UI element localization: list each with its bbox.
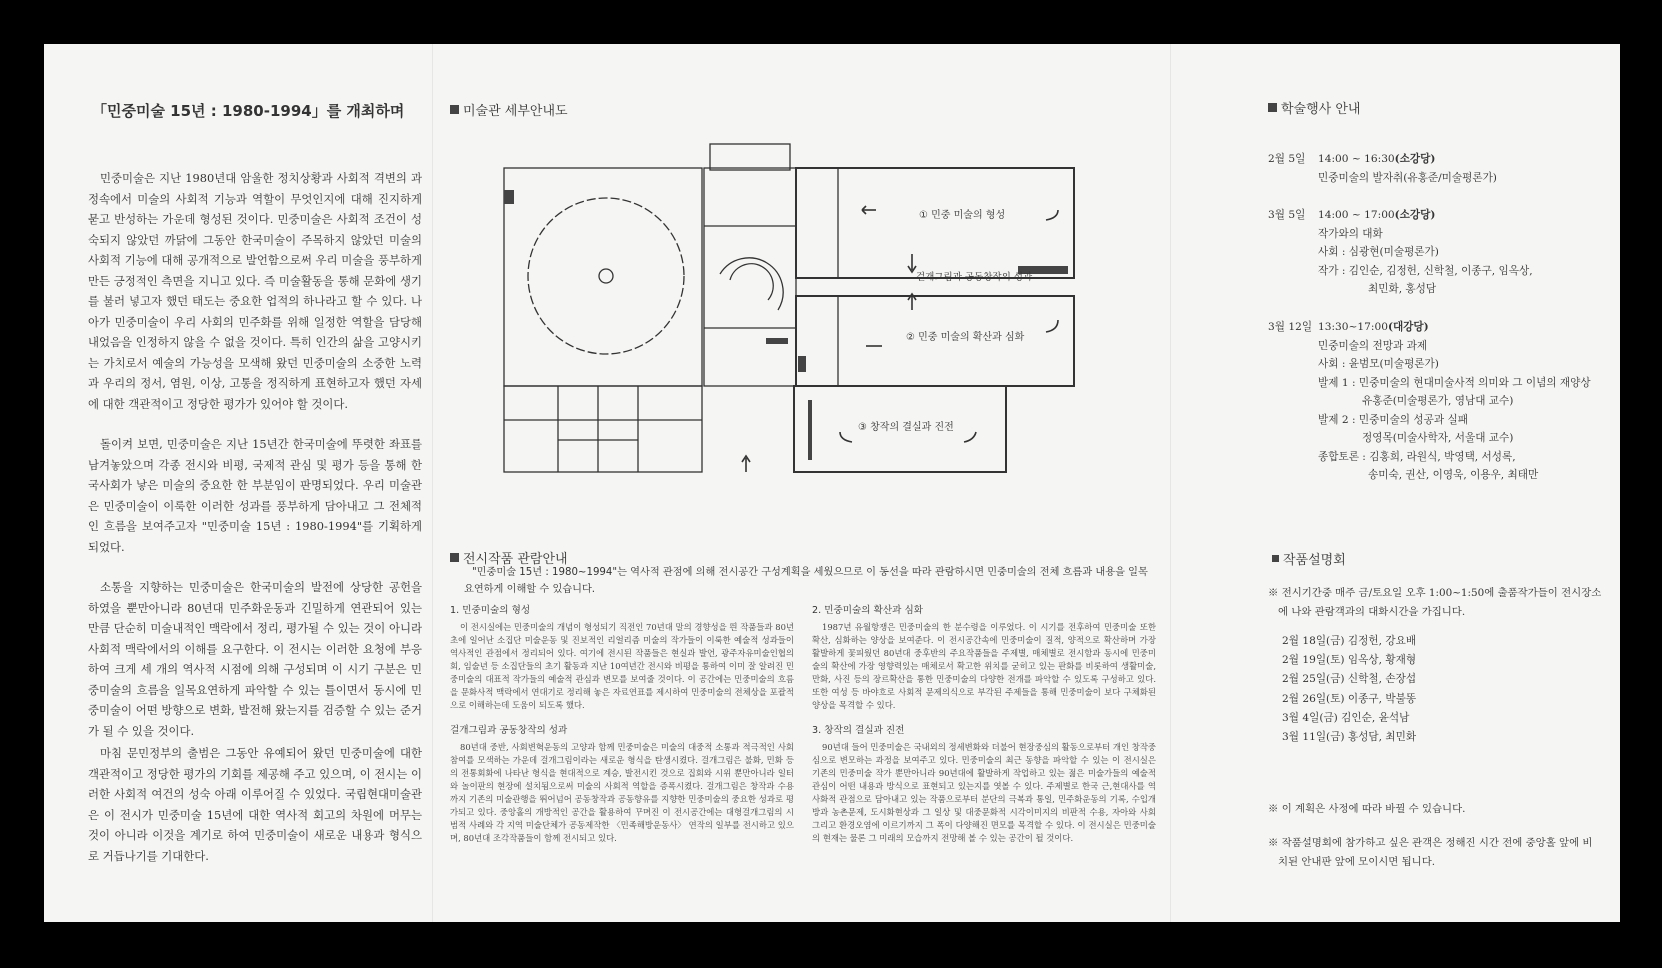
intro-body	[88, 168, 422, 866]
floor-plan	[498, 140, 1080, 480]
map-heading	[450, 100, 568, 119]
intro-paragraph: 돌이켜 보면, 민중미술은 지난 15년간 한국미술에 뚜렷한 좌표를 남겨놓았으며 각종 전시와 비평, 국제적 관심 및 평가 등을 통해 한국사회가 낳은 미술의 중요한 한 부분임이 판명되었다. 우리 미술관은 민중미술이 이룩한 이러한 성과를 풍부하게 담아내고 그 전체적인 흐름을 보여주고자 "민중미술 15년 : 1980-1994"를 기획하게 되었다.	[88, 437, 422, 554]
event-line: 송미숙, 권산, 이영욱, 이용우, 최태만	[1368, 469, 1539, 481]
event-line: 작가 : 김인순, 김정헌, 신학철, 이종구, 임옥상,	[1318, 264, 1533, 277]
intro-paragraph: 마침 문민정부의 출범은 그동안 유예되어 왔던 민중미술에 대한 객관적이고 정당한 평가의 기회를 제공해 주고 있으며, 이 전시는 이러한 사회적 여건의 성숙 아래 이루어질 수 있었다. 국립현대미술관은 이 전시가 민중미술 15년에 대한 역사적 회고의 차원에 머무는 것이 아니라 이것을 계기로 하여 민중미술이 새로운 내용과 형식으로 거듭나기를 기대한다.	[88, 746, 422, 863]
talk-item: 2월 18일(금) 김정헌, 강요배	[1282, 635, 1417, 647]
event-item	[1268, 206, 1608, 299]
brochure-sheet	[44, 44, 1620, 922]
event-line: 사회 : 심광현(미술평론가)	[1318, 246, 1439, 258]
event-date: 3월 5일	[1268, 209, 1306, 221]
square-bullet-icon	[450, 105, 459, 114]
square-bullet-icon	[1272, 555, 1279, 562]
fold-line	[1170, 44, 1171, 922]
intro-column	[88, 44, 422, 922]
event-line: 종합토론 : 김홍희, 라원식, 박영택, 서성록,	[1318, 450, 1516, 463]
gathering-note: ※ 작품설명회에 참가하고 싶은 관객은 정해진 시간 전에 중앙홀 앞에 비치된 안내판 앞에 모이시면 됩니다.	[1268, 837, 1593, 868]
talk-intro: ※ 전시기간중 매주 금/토요일 오후 1:00~1:50에 출품작가들이 전시장소에 나와 관람객과의 대화시간을 가집니다.	[1268, 587, 1602, 618]
intro-paragraph: 민중미술은 지난 1980년대 암울한 정치상황과 사회적 격변의 과정속에서 미술의 사회적 기능과 역할이 무엇인지에 대해 진지하게 묻고 반성하는 가운데 형성된 것이다. 민중미술은 사회적 조건이 성숙되지 않았던 까닭에 그동안 한국미술이 주목하지 않았던 미술의 사회적 기능에 대해 공개적으로 발언함으로써 우리 미술을 풍부하게 만든 긍정적인 측면을 지니고 있다. 즉 미술활동을 통해 문화에 생기를 불러 넣고자 했던 태도는 중요한 업적의 하나라고 할 수 있다. 나아가 민중미술이 우리 사회의 민주화를 위해 일정한 역할을 담당해내었음을 인정하지 않을 수 없을 것이다. 특히 인간의 삶을 고양시키는 가치로서 예술의 가능성을 모색해 왔던 민중미술의 소중한 노력과 우리의 정서, 염원, 이상, 고통을 정직하게 표현하고자 했던 자세에 대한 객관적이고 정당한 평가가 있어야 할 것이다.	[88, 171, 422, 411]
event-line: 발제 1 : 민중미술의 현대미술사적 의미와 그 이념의 재양상	[1318, 376, 1591, 389]
talk-item: 2월 26일(토) 이종구, 박불똥	[1282, 692, 1417, 705]
guide-heading-text: 전시작품 관람안내	[463, 552, 568, 567]
section-body: 이 전시실에는 민중미술의 개념이 형성되기 직전인 70년대 말의 경향성을 띈 작품들과 80년 초에 일어난 소집단 미술운동 및 진보적인 리얼리즘 미술의 작가들이 이룩한 예술적 성과들이 역사적인 관점에서 정리되어 있다. 여기에 전시된 작품들은 현실과 발언, 광주자유미술인협의회, 임술년 등 소집단들의 초기 활동과 지난 10여년간 전시와 비평을 통하여 이미 잘 알려진 민중미술의 대표적 작가들의 예술적 관심과 변모를 보여줄 것이다. 이 공간에는 민중미술의 흐름을 문화사적 맥락에서 연대기로 정리해 놓은 자료연표를 제시하여 민중미술의 전체상을 포괄적으로 이해하는데 도움이 되도록 했다.	[450, 622, 794, 710]
talk-item: 2월 25일(금) 신학철, 손장섭	[1282, 673, 1417, 686]
event-date: 3월 12일	[1268, 321, 1313, 333]
section-body: 90년대 들어 민중미술은 국내외의 정세변화와 더불어 현장중심의 활동으로부터 개인 창작중심으로 변모하는 과정을 보여주고 있다. 민중미술의 최근 동향을 파악할 수 있는 이 전시실은 기존의 민중미술 작가 뿐만아니라 90년대에 활발하게 작업하고 있는 젊은 미술가들의 예술적 관심이 어떤 내용과 방식으로 표현되고 있는지를 엿볼 수 있다. 주제별로 한국 근,현대사를 역사화적 관점으로 담아내고 있는 작품으로부터 분단의 극복과 통일, 민주화운동의 기록, 수입개방과 농촌문제, 도시화현상과 그 일상 및 대중문화적 시각이미지의 비판적 수용, 자아와 사회 그리고 환경오염에 이르기까지 그 폭이 다양해진 면모를 목격할 수 있다. 이 전시실은 민중미술의 현재는 물론 그 미래의 모습까지 전망해 볼 수 있는 공간이 될 것이다.	[812, 742, 1156, 843]
event-item	[1268, 318, 1608, 485]
section-body: 1987년 유월항쟁은 민중미술의 한 분수령을 이루었다. 이 시기를 전후하여 민중미술 또한 확산, 심화하는 양상을 보여준다. 이 전시공간속에 민중미술이 질적, 양적으로 확산하며 가장 활발하게 꽃피웠던 80년대 중후반의 주요작품들을 주제별, 매체별로 전시함과 동시에 민중미술의 확산에 가장 영향력있는 매체로서 확고한 위치를 굳히고 있는 판화를 비롯하여 생활미술, 만화, 사진 등의 장르확산을 통한 민중미술의 다양한 전개를 파악할 수 있도록 구성하고 있다. 또한 여성 등 바야흐로 사회적 문제의식으로 부각된 주제들을 통해 민중미술이 보다 구체화된 양상을 목격할 수 있다.	[812, 622, 1156, 710]
event-line: 사회 : 윤범모(미술평론가)	[1318, 358, 1439, 370]
events-heading-text: 학술행사 안내	[1281, 102, 1361, 117]
room2-label: ② 민중 미술의 확산과 심화	[906, 332, 1025, 343]
talk-schedule	[1282, 632, 1416, 747]
event-time: 14:00 ~ 17:00	[1318, 209, 1395, 221]
event-time: 14:00 ~ 16:30	[1318, 153, 1395, 165]
section-title: 3. 창작의 결실과 진전	[812, 725, 905, 736]
event-time: 13:30~17:00	[1318, 321, 1388, 333]
intro-paragraph: 소통을 지향하는 민중미술은 한국미술의 발전에 상당한 공헌을 하였을 뿐만아니라 80년대 민주화운동과 긴밀하게 연관되어 있는 만큼 단순히 미술내적인 맥락에서 정리, 평가될 수 있는 것이 아니라 사회적 맥락에서의 이해를 요구한다. 이 전시는 이러한 요청에 부응하여 크게 세 개의 역사적 시점에 의해 구성되며 이 시기 구분은 민중미술의 흐름을 일목요연하게 파악할 수 있는 틀이면서 동시에 민중미술이 어떤 방향으로 변화, 발전해 왔는지를 검증할 수 있는 준거가 될 수 있을 것이다.	[88, 580, 422, 738]
room3-label: ③ 창작의 결실과 진전	[858, 422, 954, 433]
schedule-note: ※ 이 계획은 사정에 따라 바뀔 수 있습니다.	[1268, 803, 1466, 815]
fold-line	[432, 44, 433, 922]
events-heading	[1268, 98, 1360, 117]
section-title: 걸개그림과 공동창작의 성과	[450, 725, 568, 736]
event-venue: (소강당)	[1394, 209, 1436, 221]
events-column	[1268, 44, 1608, 922]
event-item	[1268, 150, 1608, 187]
square-bullet-icon	[450, 553, 459, 562]
guide-column	[450, 44, 1158, 922]
square-bullet-icon	[1268, 103, 1277, 112]
talk-heading	[1272, 549, 1346, 568]
intro-title: 「민중미술 15년 : 1980-1994」를 개최하며	[92, 102, 405, 120]
section-title: 2. 민중미술의 확산과 심화	[812, 605, 923, 616]
talk-item: 2월 19일(토) 임옥상, 황재형	[1282, 654, 1417, 667]
section-title: 1. 민중미술의 형성	[450, 605, 531, 616]
section-body: 80년대 중반, 사회변혁운동의 고양과 함께 민중미술은 미술의 대중적 소통과 적극적인 사회참여를 모색하는 가운데 걸개그림이라는 새로운 형식을 탄생시켰다. 걸개그림은 불화, 민화 등의 전통회화에 나타난 형식을 현대적으로 계승, 발전시킨 것으로 집회와 시위 뿐만아니라 일터와 놀이판의 현장에 설치됨으로써 미술의 사회적 역할을 증폭시켰다. 걸개그림은 창작과 수용까지 기존의 미술관행을 뛰어넘어 공동창작과 공동향유를 지향한 민중미술의 중요한 성과로 평가되고 있다. 중앙홀의 개방적인 공간을 활용하여 꾸며진 이 전시공간에는 대형걸개그림의 시범적 사례와 각 지역 미술단체가 공동제작한 〈민족해방운동사〉 연작의 일부를 전시하고 있으며, 80년대 조각작품들이 함께 전시되고 있다.	[450, 742, 794, 843]
guide-sections-left	[450, 602, 794, 845]
event-line: 민중미술의 발자취(유홍준/미술평론가)	[1318, 171, 1497, 184]
event-venue: (대강당)	[1387, 321, 1429, 333]
event-line: 작가와의 대화	[1318, 227, 1383, 240]
map-heading-text: 미술관 세부안내도	[463, 104, 568, 119]
event-line: 정영목(미술사학자, 서울대 교수)	[1362, 432, 1514, 444]
event-venue: (소강당)	[1394, 153, 1436, 165]
entrance-block	[710, 144, 790, 170]
room1-label: ① 민중 미술의 형성	[919, 210, 1006, 221]
talk-heading-text: 작품설명회	[1283, 553, 1346, 568]
talk-item: 3월 11일(금) 홍성담, 최민화	[1282, 731, 1417, 744]
office-block	[504, 386, 702, 472]
talk-item: 3월 4일(금) 김인순, 윤석남	[1282, 711, 1410, 724]
event-line: 유홍준(미술평론가, 영남대 교수)	[1362, 395, 1514, 407]
event-line: 최민화, 홍성담	[1368, 283, 1437, 295]
guide-intro: "민중미술 15년 : 1980~1994"는 역사적 관점에 의해 전시공간 구성계획을 세웠으므로 이 동선을 따라 관람하시면 민중미술의 전체 흐름과 내용을 일목요연하게 이해할 수 있습니다.	[464, 567, 1148, 595]
event-line: 발제 2 : 민중미술의 성공과 실패	[1318, 413, 1468, 426]
guide-sections-right	[812, 602, 1156, 845]
circular-gallery	[528, 198, 684, 354]
corridor-label: 걸개그림과 공동창작의 성과	[916, 272, 1033, 283]
event-line: 민중미술의 전망과 과제	[1318, 339, 1428, 352]
event-date: 2월 5일	[1268, 153, 1306, 165]
